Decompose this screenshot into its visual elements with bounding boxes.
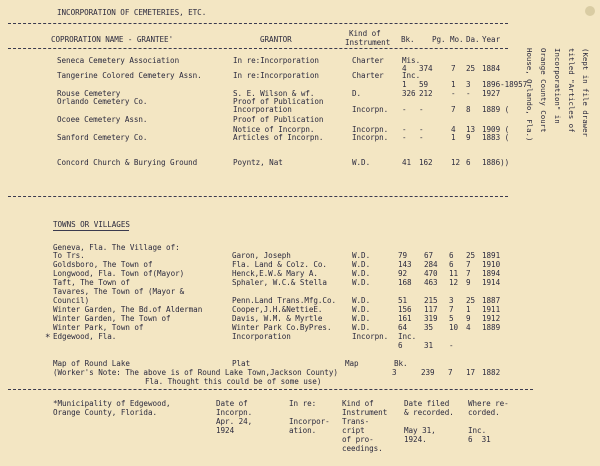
cemetery-year: 1909 ( — [482, 125, 510, 134]
side-note-line: (Kept in file drawer — [581, 48, 590, 137]
cemetery-kind: Incorpn. — [352, 105, 389, 114]
town-year: 1910 — [482, 260, 501, 269]
cemetery-day: 13 — [466, 125, 476, 134]
town-month: 10 — [449, 323, 459, 332]
town-grantee: Winter Garden, The Town of — [53, 314, 171, 323]
cemetery-page: - — [419, 133, 424, 142]
cemetery-book: - — [402, 133, 407, 142]
cemetery-book: Mis. — [402, 56, 421, 65]
footnote-col3-line: ation. — [289, 426, 317, 435]
cemetery-month: 7 — [451, 64, 456, 73]
cemetery-day: 9 — [466, 133, 471, 142]
cemetery-book: 326 — [402, 89, 416, 98]
divider-bottom — [8, 389, 533, 390]
town-page: 117 — [424, 305, 438, 314]
town-year: 1914 — [482, 278, 501, 287]
footnote-col3-line: Incorpor- — [289, 417, 330, 426]
cemetery-kind: Charter — [352, 56, 384, 65]
map-kind-bk: Bk. — [394, 359, 408, 368]
town-kind: W.D. — [352, 305, 371, 314]
footnote-col2-line: 1924 — [216, 426, 235, 435]
town-book: 79 — [398, 251, 408, 260]
footnote-col5-line: 1924. — [404, 435, 427, 444]
cemetery-page: 374 — [419, 64, 433, 73]
town-grantee: Winter Park, Town of — [53, 323, 144, 332]
footnote-col4-line: Instrument — [342, 408, 388, 417]
cemetery-day: 6 — [466, 158, 471, 167]
cemetery-year: 1927 — [482, 89, 501, 98]
cemetery-grantor: Proof of Publication — [233, 115, 324, 124]
town-month: 3 — [449, 296, 454, 305]
town-grantee: Goldsboro, The Town of — [53, 260, 153, 269]
town-grantor: Cooper,J.H.&NettieE. — [232, 305, 323, 314]
cemetery-month: 1 — [451, 133, 456, 142]
divider-middle — [8, 196, 508, 197]
town-kind: W.D. — [352, 260, 371, 269]
cemetery-grantee: Sanford Cemetery Co. — [57, 133, 148, 142]
town-year: 1891 — [482, 251, 501, 260]
town-kind: W.D. — [352, 323, 371, 332]
cemetery-kind: Incorpn. — [352, 133, 389, 142]
town-grantee: Winter Garden, The Bd.of Alderman — [53, 305, 203, 314]
footnote-col3-line: In re: — [289, 399, 317, 408]
header-grantee: COPRORATION NAME - GRANTEE' — [51, 35, 174, 44]
town-grantor: Garon, Joseph — [232, 251, 291, 260]
cemetery-grantor: Incorporation — [233, 105, 292, 114]
footnote-col4-line: ceedings. — [342, 444, 383, 453]
footnote-col2-line: Date of — [216, 399, 248, 408]
cemetery-grantor: In re:Incorporation — [233, 71, 319, 80]
header-kind-2: Instrument — [345, 38, 391, 47]
town-day: 9 — [466, 314, 471, 323]
map-month: 7 — [448, 368, 453, 377]
cemetery-book: 41 — [402, 158, 412, 167]
cemetery-page: 59 — [419, 80, 429, 89]
cemetery-page: 162 — [419, 158, 433, 167]
town-book: 168 — [398, 278, 412, 287]
cemetery-day: 8 — [466, 105, 471, 114]
footnote-col4-line: Trans- — [342, 417, 370, 426]
cemetery-grantor: Poyntz, Nat — [233, 158, 283, 167]
divider-top — [8, 23, 508, 24]
town-grantee: Edgewood, Fla. — [53, 332, 117, 341]
cemetery-year: 1884 — [482, 64, 501, 73]
cemetery-kind: D. — [352, 89, 362, 98]
town-book: 64 — [398, 323, 408, 332]
header-year: Year — [482, 35, 501, 44]
town-kind: W.D. — [352, 251, 371, 260]
town-month: 12 — [449, 278, 459, 287]
cemetery-year: 1886)) — [482, 158, 510, 167]
town-page: 215 — [424, 296, 438, 305]
cemetery-book: - — [402, 105, 407, 114]
town-day: 9 — [466, 278, 471, 287]
worker-note-line1: (Worker's Note: The above is of Round Lake Town,Jackson County) — [53, 368, 338, 377]
town-day: 25 — [466, 296, 476, 305]
town-grantor: Penn.Land Trans.Mfg.Co. — [232, 296, 337, 305]
cemetery-book: 1 — [402, 80, 407, 89]
town-day: 4 — [466, 323, 471, 332]
town-month: 11 — [449, 269, 459, 278]
towns-heading-underline — [53, 230, 129, 231]
footnote-col1-line: *Municipality of Edgewood, — [53, 399, 171, 408]
footnote-col2-line: Incorpn. — [216, 408, 253, 417]
divider-header — [8, 48, 508, 49]
header-kind-1: Kind of — [349, 29, 381, 38]
town-book: 161 — [398, 314, 412, 323]
cemetery-book: - — [402, 125, 407, 134]
map-book: 3 — [392, 368, 397, 377]
cemetery-month: 7 — [451, 105, 456, 114]
town-year: 1887 — [482, 296, 501, 305]
cemetery-kind: Charter — [352, 71, 384, 80]
footnote-col4-line: of pro- — [342, 435, 374, 444]
town-grantee: Longwood, Fla. Town of(Mayor) — [53, 269, 185, 278]
footnote-col5-line: May 31, — [404, 426, 436, 435]
map-day: 17 — [466, 368, 476, 377]
town-month: - — [449, 341, 454, 350]
header-page: Pg. — [432, 35, 446, 44]
town-page: 319 — [424, 314, 438, 323]
footnote-col6-line: Inc. — [468, 426, 487, 435]
town-grantor: Fla. Land & Colz. Co. — [232, 260, 327, 269]
town-day: 7 — [466, 269, 471, 278]
cemetery-kind: W.D. — [352, 158, 371, 167]
town-year: 1889 — [482, 323, 501, 332]
header-day: Da. — [466, 35, 480, 44]
town-grantor: Incorporation — [232, 332, 291, 341]
cemetery-book: 4 — [402, 64, 407, 73]
cemetery-grantor: Articles of Incorpn. — [233, 133, 324, 142]
worker-note-line2: Fla. Thought this could be of some use) — [145, 377, 322, 386]
cemetery-page: 212 — [419, 89, 433, 98]
town-month: 6 — [449, 260, 454, 269]
side-note-line: titled "Articles of — [567, 48, 576, 133]
town-kind: W.D. — [352, 296, 371, 305]
map-kind: Map — [345, 359, 359, 368]
town-book: 51 — [398, 296, 408, 305]
cemetery-grantee: Concord Church & Burying Ground — [57, 158, 198, 167]
town-page: 31 — [424, 341, 434, 350]
cemetery-month: 12 — [451, 158, 461, 167]
footnote-col6-line: 6 31 — [468, 435, 491, 444]
town-month: 7 — [449, 305, 454, 314]
cemetery-grantor: Notice of Incorpn. — [233, 125, 315, 134]
town-month: 6 — [449, 251, 454, 260]
footnote-col6-line: corded. — [468, 408, 500, 417]
cemetery-grantee: Seneca Cemetery Association — [57, 56, 180, 65]
map-page: 239 — [421, 368, 435, 377]
footnote-col4-line: Kind of — [342, 399, 374, 408]
cemetery-month: - — [451, 89, 456, 98]
town-book: 156 — [398, 305, 412, 314]
cemetery-year: 1889 ( — [482, 105, 510, 114]
footnote-col6-line: Where re- — [468, 399, 509, 408]
header-month: Mo. — [450, 35, 464, 44]
cemetery-day: - — [466, 89, 471, 98]
town-page: 470 — [424, 269, 438, 278]
town-book: 143 — [398, 260, 412, 269]
town-day: 7 — [466, 260, 471, 269]
town-kind: W.D. — [352, 269, 371, 278]
town-page: 67 — [424, 251, 434, 260]
cemetery-kind: Incorpn. — [352, 125, 389, 134]
town-grantee: To Trs. — [53, 251, 85, 260]
map-grantor: Plat — [232, 359, 251, 368]
town-year: 1894 — [482, 269, 501, 278]
cemetery-page: - — [419, 105, 424, 114]
town-year: 1911 — [482, 305, 501, 314]
side-note-line: Incorporation" in — [553, 48, 562, 124]
town-grantee: Tavares, The Town of (Mayor & — [53, 287, 185, 296]
town-book: Inc. — [398, 332, 417, 341]
side-note-line: Orange County Court — [539, 48, 548, 133]
town-grantor: Davis, W.M. & Myrtle — [232, 314, 323, 323]
cemetery-grantee: Orlando Cemetery Co. — [57, 97, 148, 106]
town-kind: W.D. — [352, 278, 371, 287]
cemetery-year: 1896-18957 — [482, 80, 528, 89]
town-day: 25 — [466, 251, 476, 260]
towns-heading: TOWNS OR VILLAGES — [53, 220, 130, 229]
town-kind: Incorpn. — [352, 332, 389, 341]
cemetery-month: 4 — [451, 125, 456, 134]
cemetery-page: - — [419, 125, 424, 134]
cemetery-day: 25 — [466, 64, 476, 73]
town-page: 284 — [424, 260, 438, 269]
footnote-col4-line: cript — [342, 426, 365, 435]
pin-hole — [585, 6, 595, 16]
town-page: 35 — [424, 323, 434, 332]
cemetery-grantor: Proof of Publication — [233, 97, 324, 106]
town-grantee: Council) — [53, 296, 90, 305]
town-page: 463 — [424, 278, 438, 287]
town-book: 92 — [398, 269, 408, 278]
footnote-col5-line: Date filed — [404, 399, 450, 408]
town-grantee: Geneva, Fla. The Village of: — [53, 243, 180, 252]
town-month: 5 — [449, 314, 454, 323]
page-title: INCORPORATION OF CEMETERIES, ETC. — [57, 8, 207, 17]
town-grantor: Henck,E.W.& Mary A. — [232, 269, 318, 278]
town-year: 1912 — [482, 314, 501, 323]
town-day: 1 — [466, 305, 471, 314]
cemetery-grantor: S. E. Wilson & wf. — [233, 89, 315, 98]
map-grantee: Map of Round Lake — [53, 359, 130, 368]
asterisk-mark: * — [45, 333, 51, 343]
footnote-col1-line: Orange County, Florida. — [53, 408, 158, 417]
cemetery-book: Inc. — [402, 71, 421, 80]
cemetery-grantee: Tangerine Colored Cemetery Assn. — [57, 71, 202, 80]
town-grantor: Sphaler, W.C.& Stella — [232, 278, 327, 287]
cemetery-grantor: In re:Incorporation — [233, 56, 319, 65]
cemetery-grantee: Rouse Cemetery — [57, 89, 121, 98]
cemetery-year: 1883 ( — [482, 133, 510, 142]
map-year: 1882 — [482, 368, 501, 377]
town-grantor: Winter Park Co.ByPres. — [232, 323, 332, 332]
footnote-col2-line: Apr. 24, — [216, 417, 253, 426]
cemetery-day: 3 — [466, 80, 471, 89]
side-note — [512, 48, 592, 243]
town-kind: W.D. — [352, 314, 371, 323]
header-book: Bk. — [401, 35, 415, 44]
header-grantor: GRANTOR — [260, 35, 292, 44]
cemetery-grantee: Ocoee Cemetery Assn. — [57, 115, 148, 124]
footnote-col5-line: & recorded. — [404, 408, 454, 417]
side-note-line: House, Orlando, Fla.) — [525, 48, 534, 142]
town-grantee: Taft, The Town of — [53, 278, 130, 287]
town-book: 6 — [398, 341, 403, 350]
cemetery-month: 1 — [451, 80, 456, 89]
